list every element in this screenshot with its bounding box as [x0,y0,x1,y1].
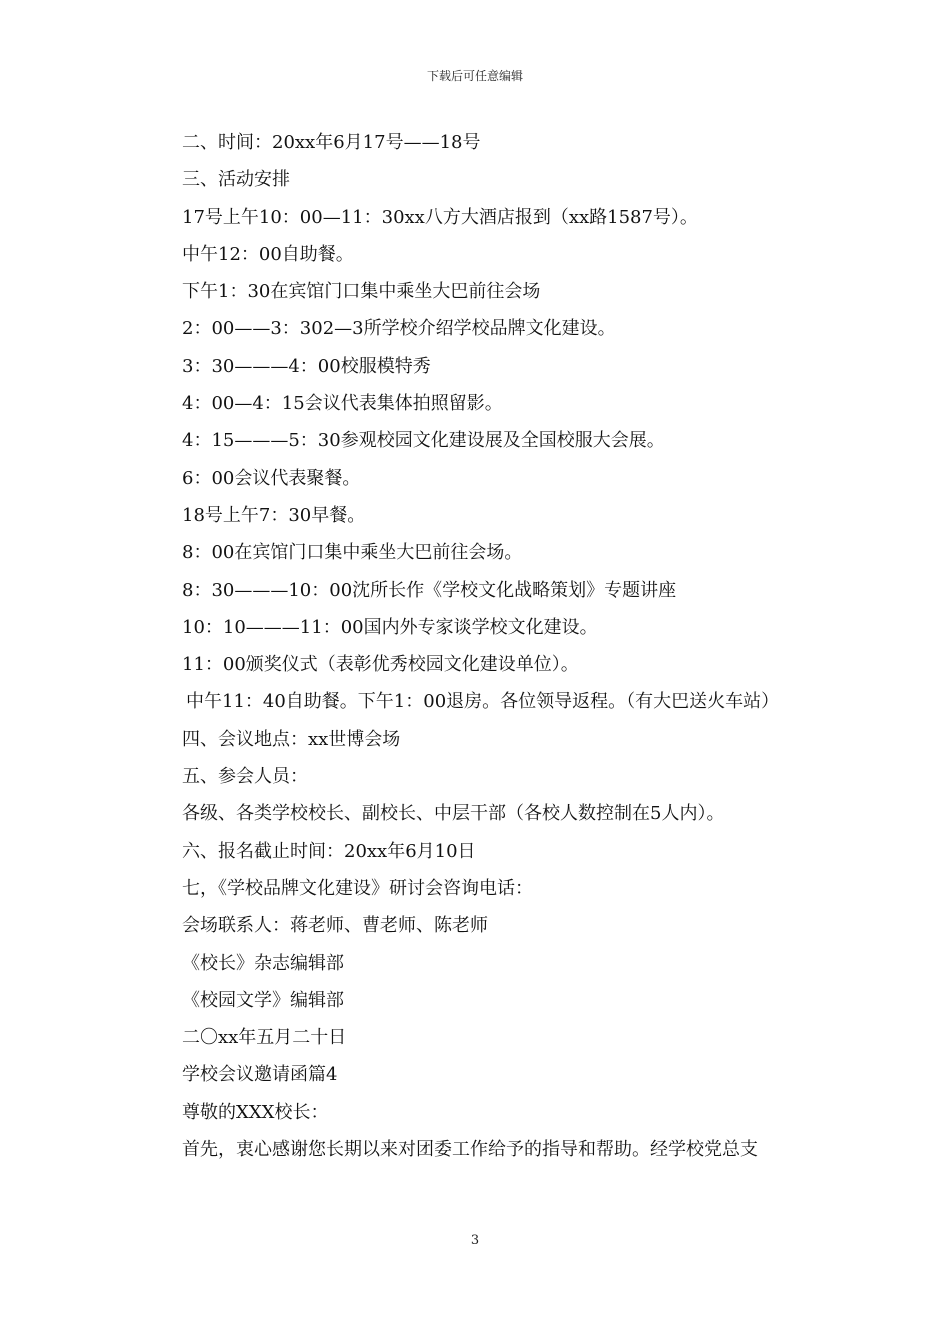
paragraph-organizer: 《校园文学》编辑部 [182,989,344,1011]
page-header: 下载后可任意编辑 [426,69,523,83]
paragraph-contact-heading: 七，《学校品牌文化建设》研讨会咨询电话： [182,877,533,899]
paragraph-schedule-item: 3：30———4：00校服模特秀 [182,355,431,377]
paragraph-salutation: 尊敬的XXX校长： [182,1101,329,1123]
paragraph-body-text: 首先，衷心感谢您长期以来对团委工作给予的指导和帮助。经学校党总支 [182,1139,758,1161]
paragraph-organizer: 《校长》杂志编辑部 [182,952,344,974]
paragraph-schedule-item: 10：10———11：00国内外专家谈学校文化建设。 [182,616,598,638]
paragraph-date: 二〇xx年五月二十日 [182,1027,347,1049]
paragraph-schedule-item: 中午11：40自助餐。下午1：00退房。各位领导返程。（有大巴送火车站） [186,691,780,713]
paragraph-schedule-item: 下午1：30在宾馆门口集中乘坐大巴前往会场 [182,281,541,303]
paragraph-attendees: 各级、各类学校校长、副校长、中层干部（各校人数控制在5人内）。 [182,803,725,825]
paragraph-schedule-heading: 三、活动安排 [182,169,290,191]
paragraph-schedule-item: 中午12：00自助餐。 [182,243,354,265]
paragraph-schedule-item: 4：15———5：30参观校园文化建设展及全国校服大会展。 [182,430,665,452]
paragraph-schedule-item: 18号上午7：30早餐。 [182,504,366,526]
paragraph-schedule-item: 17号上午10：00—11：30xx八方大酒店报到（xx路1587号）。 [182,206,698,228]
paragraph-attendees-heading: 五、参会人员： [182,766,308,788]
paragraph-deadline: 六、报名截止时间：20xx年6月10日 [182,840,476,862]
paragraph-section-title: 学校会议邀请函篇4 [182,1064,338,1086]
paragraph-schedule-item: 8：30———10：00沈所长作《学校文化战略策划》专题讲座 [182,579,677,601]
paragraph-schedule-item: 4：00—4：15会议代表集体拍照留影。 [182,393,503,415]
paragraph-schedule-item: 6：00会议代表聚餐。 [182,467,361,489]
paragraph-schedule-item: 2：00——3：302—3所学校介绍学校品牌文化建设。 [182,318,616,340]
page-number: 3 [470,1233,480,1248]
paragraph-contacts: 会场联系人：蒋老师、曹老师、陈老师 [182,915,488,937]
paragraph-schedule-item: 11：00颁奖仪式（表彰优秀校园文化建设单位）。 [182,654,579,676]
paragraph-venue: 四、会议地点：xx世博会场 [182,728,401,750]
paragraph-schedule-item: 8：00在宾馆门口集中乘坐大巴前往会场。 [182,542,523,564]
paragraph-time: 二、时间：20xx年6月17号——18号 [182,132,481,153]
document-body [145,124,817,1168]
